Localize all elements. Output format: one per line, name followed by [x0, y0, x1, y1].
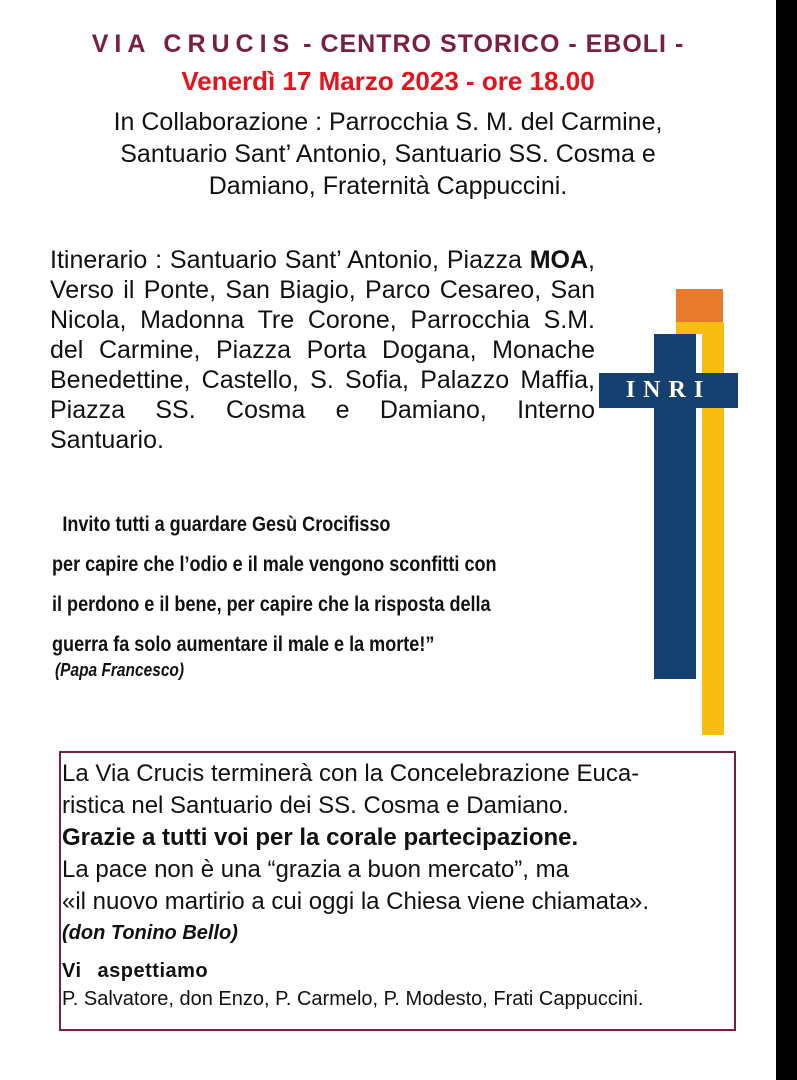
quote-line: Invito tutti a guardare Gesù Crocifisso: [62, 513, 391, 536]
box-line: La Via Crucis terminerà con la Concelebrazione Euca-: [62, 760, 640, 787]
itinerary-prefix: Itinerario : Santuario Sant’ Antonio, Piazza: [50, 246, 530, 274]
info-box-text: [62, 758, 742, 948]
collaboration: [0, 106, 776, 202]
quote-line: per capire che l’odio e il male vengono sconfitti con: [52, 553, 497, 576]
aspettiamo-word: aspettiamo: [97, 960, 209, 982]
box-line: ristica nel Santuario dei SS. Cosma e Damiano.: [62, 792, 569, 819]
cross-orange-block: [676, 289, 723, 324]
itinerary-moa: MOA: [529, 246, 589, 274]
event-date: Venerdì 17 Marzo 2023 - ore 18.00: [181, 66, 595, 96]
collab-line: Santuario Sant’ Antonio, Santuario SS. Cosma e: [120, 140, 656, 168]
pope-quote: [52, 505, 542, 665]
title-via-crucis: VIA CRUCIS: [91, 30, 296, 58]
thanks-line: Grazie a tutti voi per la corale partecipazione.: [62, 824, 579, 851]
quote-author: (Papa Francesco): [55, 660, 185, 680]
quote-line: guerra fa solo aumentare il male e la morte!”: [52, 633, 435, 656]
itinerary: [50, 245, 595, 455]
box-line: La pace non è una “grazia a buon mercato”, ma: [62, 856, 569, 883]
title-location: - CENTRO STORICO - EBOLI -: [295, 30, 685, 58]
cross-inri-label: INRI: [599, 373, 738, 408]
box-line: «il nuovo martirio a cui oggi la Chiesa viene chiamata».: [62, 888, 649, 915]
invitation-heading: [62, 960, 208, 983]
quote-line: il perdono e il bene, per capire che la risposta della: [52, 593, 491, 616]
cross-yellow-cap: [676, 322, 723, 334]
collab-line: Damiano, Fraternità Cappuccini.: [208, 172, 568, 200]
page-title: [0, 30, 776, 59]
collab-line: In Collaborazione : Parrocchia S. M. del Carmine,: [113, 108, 663, 136]
vi-word: Vi: [62, 960, 82, 982]
itinerary-stops: , Verso il Ponte, San Biagio, Parco Cesareo, San Nicola, Madonna Tre Corone, Parrocchia S.M. del Carmine, Piazza Porta Dogana, Monache Benedettine, Castello, S. Sofia, Palazzo Maffia, Piazza SS. Cosma e Damiano, Interno Santuario.: [50, 246, 595, 454]
box-quote-author: (don Tonino Bello): [62, 922, 238, 944]
signers: P. Salvatore, don Enzo, P. Carmelo, P. Modesto, Frati Cappuccini.: [62, 988, 644, 1010]
